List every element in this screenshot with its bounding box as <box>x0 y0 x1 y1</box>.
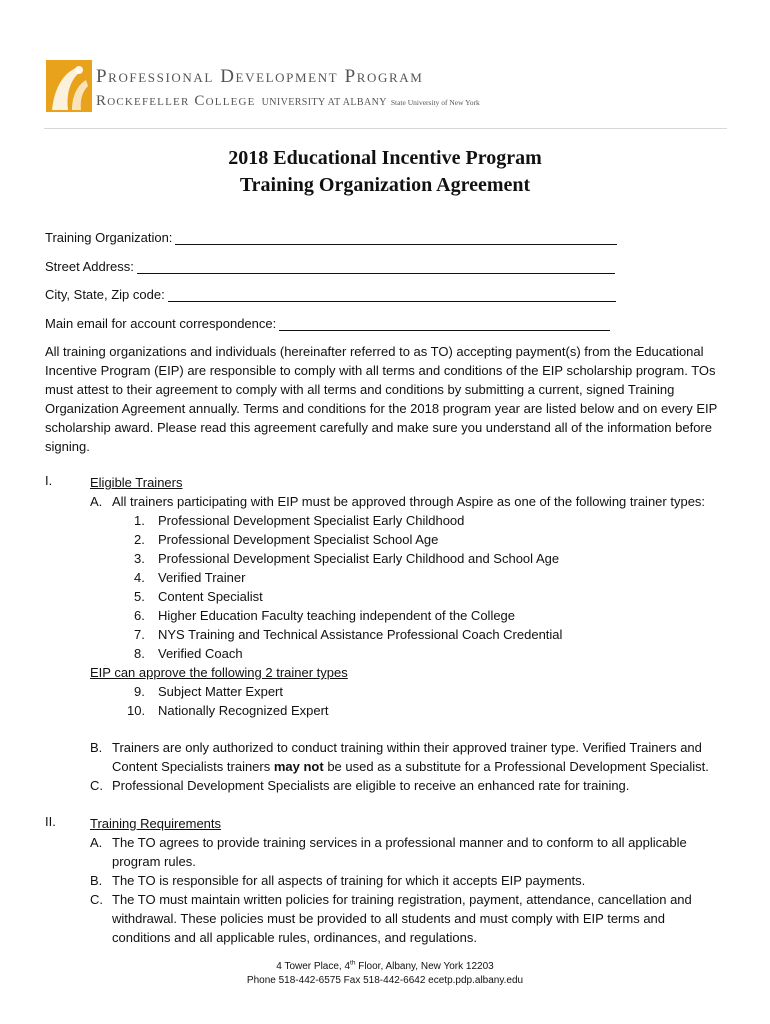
eip-type-list <box>127 682 534 720</box>
section-1-item-a <box>90 492 706 511</box>
street-address-input[interactable] <box>137 260 615 274</box>
field-main-email <box>45 313 610 331</box>
list-item <box>134 549 694 568</box>
section-2-item-c <box>90 890 692 945</box>
intro-paragraph: All training organizations and individuals (hereinafter referred to as TO) accepting payment(s) from the Educational Incentive Program (EIP) are responsible to comply with all terms and conditions of the EIP scholarship program. TOs must attest to their agreement to comply with all terms and conditions by submitting a current, signed Training Organization Agreement annually. Terms and conditions for the 2018 program year are listed below and on every EIP scholarship award. Please read this agreement carefully and make sure you understand all of the information before signing. <box>45 344 718 454</box>
item-text: Professional Development Specialists are eligible to receive an enhanced rate for training. <box>112 778 630 793</box>
list-num: 6. <box>134 608 145 623</box>
list-text: Professional Development Specialist Early Childhood and School Age <box>158 551 560 566</box>
item-text: All trainers participating with EIP must be approved through Aspire as one of the following trainer types: <box>112 494 706 509</box>
title-line-1: 2018 Educational Incentive Program <box>228 147 542 169</box>
field-label: City, State, Zip code: <box>45 287 165 302</box>
list-num: 1. <box>134 513 145 528</box>
list-num: 3. <box>134 551 145 566</box>
item-letter: A. <box>90 494 103 509</box>
list-item <box>134 625 694 644</box>
text-span: be used as a substitute for a Professional Development Specialist. <box>323 759 709 774</box>
item-text-line-2: withdrawal. These policies must be provided to all students and must comply with EIP terms and <box>112 911 666 926</box>
item-text-line-2 <box>112 757 709 776</box>
college-name: Rockefeller College <box>96 93 256 109</box>
header-divider <box>44 128 727 129</box>
item-text-line-1: The TO agrees to provide training services in a professional manner and to conform to all applicable <box>112 835 687 850</box>
list-text: Nationally Recognized Expert <box>158 703 329 718</box>
field-city-state-zip <box>45 284 616 302</box>
list-text: Subject Matter Expert <box>158 684 283 699</box>
section-1-item-c <box>90 776 630 795</box>
list-num: 4. <box>134 570 145 585</box>
item-text-line-1: Trainers are only authorized to conduct training within their approved trainer type. Verified Trainers and <box>112 740 702 755</box>
list-num: 8. <box>134 646 145 661</box>
list-num: 9. <box>134 684 145 699</box>
item-text-line-2: program rules. <box>112 854 196 869</box>
field-label: Main email for account correspondence: <box>45 316 277 331</box>
field-street-address <box>45 256 615 274</box>
section-2-numeral: II. <box>45 814 56 829</box>
main-email-input[interactable] <box>279 317 610 331</box>
item-text-line-1: The TO is responsible for all aspects of training for which it accepts EIP payments. <box>112 873 586 888</box>
list-text: Verified Coach <box>158 646 243 661</box>
list-item <box>134 587 694 606</box>
training-organization-input[interactable] <box>175 231 617 245</box>
list-item <box>134 511 694 530</box>
list-item <box>134 606 694 625</box>
list-text: Content Specialist <box>158 589 263 604</box>
text-span: Content Specialists trainers <box>112 759 274 774</box>
field-label: Training Organization: <box>45 230 173 245</box>
college-line <box>96 92 480 110</box>
text-span: Floor, Albany, New York 12203 <box>355 961 494 972</box>
list-num: 2. <box>134 532 145 547</box>
ordinal-suffix: th <box>350 959 356 967</box>
section-1-item-b <box>90 738 709 774</box>
program-name: Professional Development Program <box>96 66 424 87</box>
field-training-organization <box>45 227 617 245</box>
list-item <box>127 701 527 720</box>
list-text: Verified Trainer <box>158 570 246 585</box>
eip-approve-heading: EIP can approve the following 2 trainer types <box>90 665 348 680</box>
item-letter: A. <box>90 835 103 850</box>
city-state-zip-input[interactable] <box>168 288 616 302</box>
footer-address <box>0 961 770 972</box>
section-2-heading: Training Requirements <box>90 816 222 831</box>
list-item <box>134 568 694 587</box>
item-letter: C. <box>90 892 103 907</box>
section-2-item-b <box>90 871 586 890</box>
text-span: 4 Tower Place, 4 <box>276 961 351 972</box>
item-letter: B. <box>90 873 103 888</box>
section-1-heading: Eligible Trainers <box>90 475 183 490</box>
list-num: 7. <box>134 627 145 642</box>
emphasis-text: may not <box>273 759 324 774</box>
item-letter: B. <box>90 740 103 755</box>
section-2-item-a <box>90 833 687 869</box>
list-num: 10. <box>127 703 146 718</box>
list-item <box>134 530 694 549</box>
list-item <box>134 644 694 663</box>
page-title <box>0 145 770 199</box>
list-text: Professional Development Specialist Early Childhood <box>158 513 465 528</box>
section-1-numeral: I. <box>45 473 53 488</box>
field-label: Street Address: <box>45 259 134 274</box>
item-text-line-3: conditions and all applicable rules, ordinances, and regulations. <box>112 930 477 945</box>
pdp-logo-icon <box>46 60 92 112</box>
list-num: 5. <box>134 589 145 604</box>
list-text: NYS Training and Technical Assistance Professional Coach Credential <box>158 627 563 642</box>
university-name: UNIVERSITY AT ALBANY <box>261 97 387 108</box>
list-text: Higher Education Faculty teaching independent of the College <box>158 608 516 623</box>
title-line-2: Training Organization Agreement <box>239 174 531 196</box>
footer-contact: Phone 518-442-6575 Fax 518-442-6642 ecetp.pdp.albany.edu <box>246 975 524 986</box>
item-text-line-1: The TO must maintain written policies for training registration, payment, attendance, cancellation and <box>112 892 692 907</box>
suny-name: State University of New York <box>390 98 480 107</box>
item-letter: C. <box>90 778 103 793</box>
trainer-type-list <box>134 511 694 663</box>
list-item <box>134 682 534 701</box>
letterhead <box>44 60 734 126</box>
list-text: Professional Development Specialist School Age <box>158 532 439 547</box>
